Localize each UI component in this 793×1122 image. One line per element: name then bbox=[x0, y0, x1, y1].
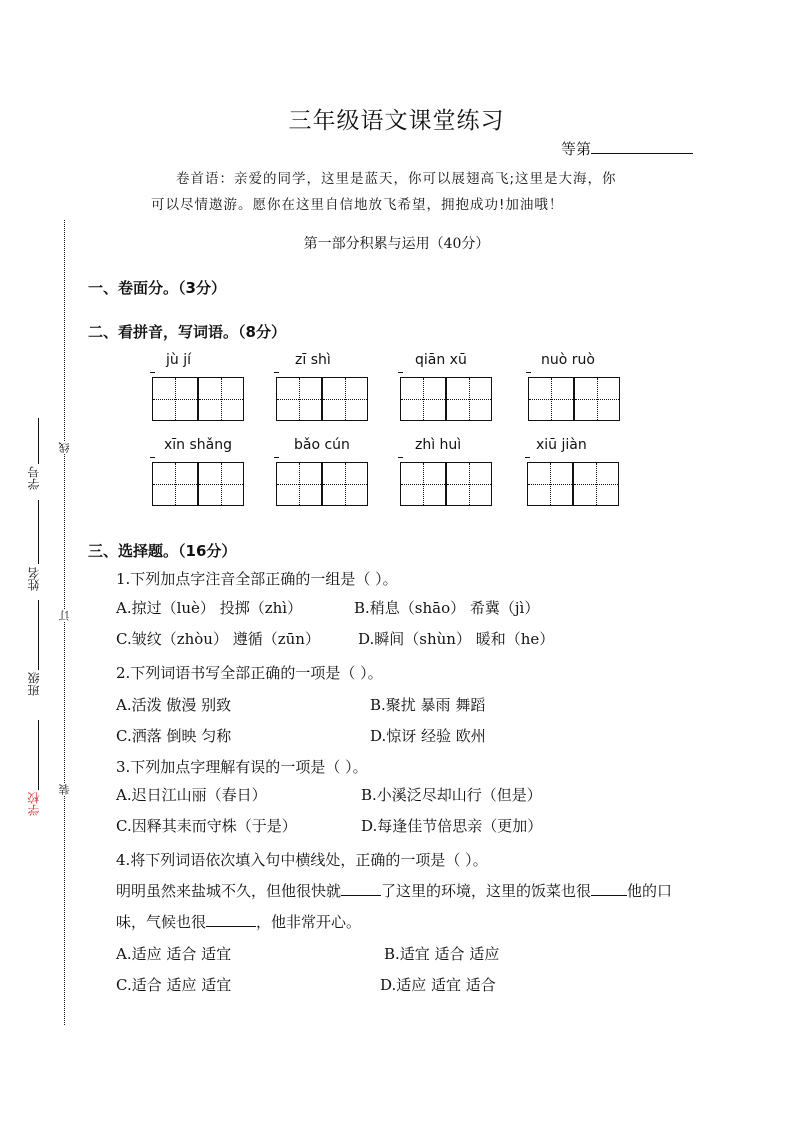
writing-grid[interactable] bbox=[400, 462, 492, 506]
tone-mark bbox=[150, 457, 155, 458]
grid-cell[interactable] bbox=[574, 377, 620, 421]
binding-dotted-line bbox=[64, 220, 65, 1025]
grid-cell[interactable] bbox=[198, 462, 244, 506]
pinyin-label: qiān xū bbox=[415, 352, 467, 368]
writing-grid[interactable] bbox=[152, 462, 244, 506]
q2-option-c[interactable]: C.洒落 倒映 匀称 bbox=[116, 727, 232, 745]
xian-mark: 线 bbox=[58, 442, 71, 453]
ding-mark: 订 bbox=[58, 610, 71, 621]
page-title: 三年级语文课堂练习 bbox=[288, 108, 505, 134]
passage-text: ，他非常开心。 bbox=[256, 913, 362, 931]
intro-line-1: 卷首语：亲爱的同学，这里是蓝天，你可以展翅高飞;这里是大海，你 bbox=[176, 171, 617, 187]
section-1-heading: 一、卷面分。（3分） bbox=[88, 279, 226, 297]
intro-line-2: 可以尽情遨游。愿你在这里自信地放飞希望，拥抱成功!加油哦！ bbox=[151, 197, 564, 213]
grid-cell[interactable] bbox=[276, 377, 322, 421]
q2-option-d[interactable]: D.惊讶 经验 欧州 bbox=[370, 727, 486, 745]
grid-cell[interactable] bbox=[573, 462, 619, 506]
question-4-stem: 4.将下列词语依次填入句中横线处，正确的一项是（ ）。 bbox=[116, 851, 488, 869]
number-blank[interactable] bbox=[38, 418, 39, 464]
q3-option-b[interactable]: B.小溪泛尽却山行（但是） bbox=[361, 786, 542, 804]
q4-passage-line-2 bbox=[116, 911, 361, 932]
class-label: 班级 bbox=[27, 672, 41, 696]
question-3-stem: 3.下列加点字理解有误的一项是（ ）。 bbox=[116, 758, 368, 776]
tone-mark bbox=[274, 372, 279, 373]
grid-cell[interactable] bbox=[322, 377, 368, 421]
writing-grid[interactable] bbox=[152, 377, 244, 421]
grid-cell[interactable] bbox=[527, 462, 573, 506]
grid-cell[interactable] bbox=[152, 377, 198, 421]
school-label: 学校 bbox=[27, 792, 41, 816]
name-blank[interactable] bbox=[38, 500, 39, 564]
q3-option-a[interactable]: A.迟日江山丽（春日） bbox=[116, 786, 267, 804]
writing-grid[interactable] bbox=[527, 462, 619, 506]
tone-mark bbox=[398, 372, 403, 373]
fill-blank-3[interactable] bbox=[206, 913, 256, 927]
grid-cell[interactable] bbox=[400, 377, 446, 421]
tone-mark bbox=[525, 457, 530, 458]
pinyin-label: xīn shǎng bbox=[164, 437, 233, 453]
q4-option-b[interactable]: B.适宜 适合 适应 bbox=[384, 945, 500, 963]
q2-option-a[interactable]: A.活泼 傲漫 别致 bbox=[116, 696, 232, 714]
grid-cell[interactable] bbox=[322, 462, 368, 506]
passage-text: 明明虽然来盐城不久，但他很快就 bbox=[116, 882, 342, 900]
part-heading: 第一部分积累与运用（40分） bbox=[303, 236, 490, 252]
tone-mark bbox=[526, 372, 531, 373]
q4-option-a[interactable]: A.适应 适合 适宜 bbox=[116, 945, 232, 963]
fill-blank-1[interactable] bbox=[341, 882, 381, 896]
q1-option-c[interactable]: C.皱纹（zhòu） 遵循（zūn） bbox=[116, 630, 320, 648]
fill-blank-2[interactable] bbox=[591, 882, 627, 896]
section-2-heading: 二、看拼音，写词语。（8分） bbox=[88, 323, 286, 341]
number-label: 学号 bbox=[27, 466, 41, 490]
grid-cell[interactable] bbox=[276, 462, 322, 506]
q4-passage-line-1 bbox=[116, 880, 672, 901]
zhuang-mark: 装 bbox=[58, 784, 71, 795]
question-1-stem: 1.下列加点字注音全部正确的一组是（ ）。 bbox=[116, 570, 398, 588]
writing-grid[interactable] bbox=[276, 377, 368, 421]
grid-cell[interactable] bbox=[198, 377, 244, 421]
q1-option-b[interactable]: B.稍息（shāo） 希冀（jì） bbox=[354, 599, 540, 617]
q1-option-a[interactable]: A.掠过（luè） 投掷（zhì） bbox=[116, 599, 303, 617]
school-blank[interactable] bbox=[38, 720, 39, 790]
pinyin-label: zī shì bbox=[295, 352, 331, 368]
q1-option-d[interactable]: D.瞬间（shùn） 暖和（he） bbox=[358, 630, 555, 648]
grid-cell[interactable] bbox=[152, 462, 198, 506]
q3-option-d[interactable]: D.每逢佳节倍思亲（更加） bbox=[361, 817, 543, 835]
q4-option-c[interactable]: C.适合 适应 适宜 bbox=[116, 976, 232, 994]
tone-mark bbox=[150, 372, 155, 373]
question-2-stem: 2.下列词语书写全部正确的一项是（ ）。 bbox=[116, 664, 383, 682]
grade-field[interactable] bbox=[561, 138, 693, 159]
pinyin-label: zhì huì bbox=[415, 437, 462, 453]
q2-option-b[interactable]: B.聚扰 暴雨 舞蹈 bbox=[370, 696, 486, 714]
pinyin-label: xiū jiàn bbox=[536, 437, 587, 453]
grade-blank[interactable] bbox=[591, 140, 693, 154]
writing-grid[interactable] bbox=[528, 377, 620, 421]
class-blank[interactable] bbox=[38, 600, 39, 670]
section-3-heading: 三、选择题。（16分） bbox=[88, 542, 237, 560]
writing-grid[interactable] bbox=[400, 377, 492, 421]
pinyin-label: nuò ruò bbox=[541, 352, 595, 368]
passage-text: 了这里的环境，这里的饭菜也很 bbox=[381, 882, 592, 900]
tone-mark bbox=[274, 457, 279, 458]
grid-cell[interactable] bbox=[528, 377, 574, 421]
q4-option-d[interactable]: D.适应 适宜 适合 bbox=[380, 976, 496, 994]
grid-cell[interactable] bbox=[446, 377, 492, 421]
grade-label: 等第 bbox=[561, 140, 592, 158]
grid-cell[interactable] bbox=[400, 462, 446, 506]
pinyin-label: bǎo cún bbox=[294, 437, 350, 453]
grid-cell[interactable] bbox=[446, 462, 492, 506]
tone-mark bbox=[398, 457, 403, 458]
passage-text: 他的口 bbox=[627, 882, 673, 900]
pinyin-label: jù jí bbox=[166, 352, 191, 368]
name-label: 姓名 bbox=[27, 567, 41, 591]
passage-text: 味，气候也很 bbox=[116, 913, 207, 931]
writing-grid[interactable] bbox=[276, 462, 368, 506]
q3-option-c[interactable]: C.因释其耒而守株（于是） bbox=[116, 817, 297, 835]
